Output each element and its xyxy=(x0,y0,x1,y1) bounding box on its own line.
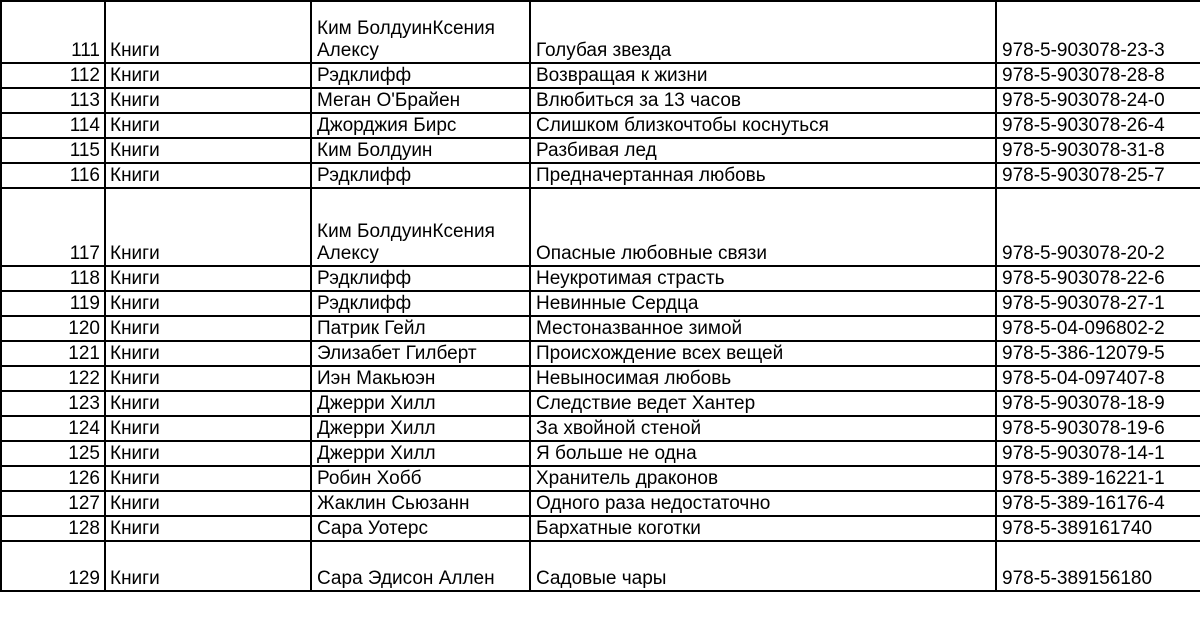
author-cell[interactable] xyxy=(311,1,530,63)
author-line: Рэдклифф xyxy=(317,165,412,186)
row-number-cell[interactable]: 127 xyxy=(1,491,105,516)
isbn-cell[interactable]: 978-5-903078-14-1 xyxy=(996,441,1200,466)
title-cell[interactable]: Возвращая к жизни xyxy=(530,63,996,88)
category-cell[interactable]: Книги xyxy=(105,366,311,391)
row-number-cell[interactable]: 116 xyxy=(1,163,105,188)
category-cell[interactable]: Книги xyxy=(105,291,311,316)
table-row xyxy=(1,113,1200,138)
author-line: Джерри Хилл xyxy=(317,418,436,439)
author-cell[interactable] xyxy=(311,466,530,491)
table-row xyxy=(1,63,1200,88)
author-cell[interactable] xyxy=(311,113,530,138)
title-cell[interactable]: Влюбиться за 13 часов xyxy=(530,88,996,113)
row-number-cell[interactable]: 129 xyxy=(1,541,105,591)
author-line: Иэн Макьюэн xyxy=(317,368,436,389)
author-line: Ким БолдуинКсения xyxy=(317,18,495,39)
table-row xyxy=(1,138,1200,163)
author-cell[interactable] xyxy=(311,416,530,441)
category-cell[interactable]: Книги xyxy=(105,1,311,63)
title-cell[interactable]: Происхождение всех вещей xyxy=(530,341,996,366)
isbn-cell[interactable]: 978-5-903078-18-9 xyxy=(996,391,1200,416)
author-line: Патрик Гейл xyxy=(317,318,426,339)
author-line: Робин Хобб xyxy=(317,468,422,489)
isbn-cell[interactable]: 978-5-903078-31-8 xyxy=(996,138,1200,163)
row-number-cell[interactable]: 117 xyxy=(1,188,105,266)
author-line: Меган О'Брайен xyxy=(317,90,461,111)
author-cell[interactable] xyxy=(311,516,530,541)
isbn-cell[interactable]: 978-5-04-096802-2 xyxy=(996,316,1200,341)
author-cell[interactable] xyxy=(311,163,530,188)
row-number-cell[interactable]: 128 xyxy=(1,516,105,541)
author-cell[interactable] xyxy=(311,188,530,266)
author-line: Рэдклифф xyxy=(317,293,412,314)
isbn-cell[interactable]: 978-5-903078-20-2 xyxy=(996,188,1200,266)
table-row xyxy=(1,341,1200,366)
author-cell[interactable] xyxy=(311,266,530,291)
title-cell[interactable]: Следствие ведет Хантер xyxy=(530,391,996,416)
author-cell[interactable] xyxy=(311,441,530,466)
table-row xyxy=(1,266,1200,291)
row-number-cell[interactable]: 118 xyxy=(1,266,105,291)
category-cell[interactable]: Книги xyxy=(105,341,311,366)
author-line: Элизабет Гилберт xyxy=(317,343,477,364)
table-row xyxy=(1,188,1200,266)
row-number-cell[interactable]: 115 xyxy=(1,138,105,163)
row-number-cell[interactable]: 113 xyxy=(1,88,105,113)
category-cell[interactable]: Книги xyxy=(105,391,311,416)
author-cell[interactable] xyxy=(311,316,530,341)
author-line: Алексу xyxy=(317,40,379,61)
category-cell[interactable]: Книги xyxy=(105,466,311,491)
author-line: Джерри Хилл xyxy=(317,393,436,414)
author-cell[interactable] xyxy=(311,366,530,391)
category-cell[interactable]: Книги xyxy=(105,113,311,138)
category-cell[interactable]: Книги xyxy=(105,88,311,113)
category-cell[interactable]: Книги xyxy=(105,441,311,466)
table-row xyxy=(1,366,1200,391)
category-cell[interactable]: Книги xyxy=(105,491,311,516)
table-row xyxy=(1,441,1200,466)
author-cell[interactable] xyxy=(311,541,530,591)
category-cell[interactable]: Книги xyxy=(105,516,311,541)
isbn-cell[interactable]: 978-5-903078-24-0 xyxy=(996,88,1200,113)
isbn-cell[interactable]: 978-5-903078-26-4 xyxy=(996,113,1200,138)
isbn-cell[interactable]: 978-5-903078-23-3 xyxy=(996,1,1200,63)
row-number-cell[interactable]: 125 xyxy=(1,441,105,466)
isbn-cell[interactable]: 978-5-389156180 xyxy=(996,541,1200,591)
title-cell[interactable]: Неукротимая страсть xyxy=(530,266,996,291)
author-cell[interactable] xyxy=(311,341,530,366)
author-line: Джорджия Бирс xyxy=(317,115,457,136)
author-line: Рэдклифф xyxy=(317,268,412,289)
row-number-cell[interactable]: 122 xyxy=(1,366,105,391)
author-line: Джерри Хилл xyxy=(317,443,436,464)
title-cell[interactable]: За хвойной стеной xyxy=(530,416,996,441)
table-row xyxy=(1,541,1200,591)
category-cell[interactable]: Книги xyxy=(105,541,311,591)
title-cell[interactable]: Голубая звезда xyxy=(530,1,996,63)
title-cell[interactable]: Слишком близкочтобы коснуться xyxy=(530,113,996,138)
row-number-cell[interactable]: 114 xyxy=(1,113,105,138)
author-cell[interactable] xyxy=(311,491,530,516)
title-cell[interactable]: Опасные любовные связи xyxy=(530,188,996,266)
author-line: Алексу xyxy=(317,243,379,264)
isbn-cell[interactable]: 978-5-389-16176-4 xyxy=(996,491,1200,516)
title-cell[interactable]: Я больше не одна xyxy=(530,441,996,466)
isbn-cell[interactable]: 978-5-903078-27-1 xyxy=(996,291,1200,316)
row-number-cell[interactable]: 124 xyxy=(1,416,105,441)
table-row xyxy=(1,416,1200,441)
table-row xyxy=(1,491,1200,516)
isbn-cell[interactable]: 978-5-04-097407-8 xyxy=(996,366,1200,391)
title-cell[interactable]: Предначертанная любовь xyxy=(530,163,996,188)
category-cell[interactable]: Книги xyxy=(105,266,311,291)
title-cell[interactable]: Одного раза недостаточно xyxy=(530,491,996,516)
row-number-cell[interactable]: 126 xyxy=(1,466,105,491)
category-cell[interactable]: Книги xyxy=(105,63,311,88)
title-cell[interactable]: Хранитель драконов xyxy=(530,466,996,491)
author-cell[interactable] xyxy=(311,63,530,88)
row-number-cell[interactable]: 119 xyxy=(1,291,105,316)
category-cell[interactable]: Книги xyxy=(105,163,311,188)
isbn-cell[interactable]: 978-5-386-12079-5 xyxy=(996,341,1200,366)
author-cell[interactable] xyxy=(311,138,530,163)
row-number-cell[interactable]: 120 xyxy=(1,316,105,341)
category-cell[interactable]: Книги xyxy=(105,316,311,341)
author-cell[interactable] xyxy=(311,291,530,316)
title-cell[interactable]: Разбивая лед xyxy=(530,138,996,163)
author-cell[interactable] xyxy=(311,88,530,113)
isbn-cell[interactable]: 978-5-903078-28-8 xyxy=(996,63,1200,88)
isbn-cell[interactable]: 978-5-903078-19-6 xyxy=(996,416,1200,441)
title-cell[interactable]: Местоназванное зимой xyxy=(530,316,996,341)
category-cell[interactable]: Книги xyxy=(105,138,311,163)
row-number-cell[interactable]: 111 xyxy=(1,1,105,63)
title-cell[interactable]: Невыносимая любовь xyxy=(530,366,996,391)
table-row xyxy=(1,391,1200,416)
table-row xyxy=(1,316,1200,341)
row-number-cell[interactable]: 121 xyxy=(1,341,105,366)
isbn-cell[interactable]: 978-5-903078-25-7 xyxy=(996,163,1200,188)
table-row xyxy=(1,163,1200,188)
row-number-cell[interactable]: 112 xyxy=(1,63,105,88)
author-line: Ким БолдуинКсения xyxy=(317,221,495,242)
author-cell[interactable] xyxy=(311,391,530,416)
title-cell[interactable]: Бархатные коготки xyxy=(530,516,996,541)
title-cell[interactable]: Садовые чары xyxy=(530,541,996,591)
table-row xyxy=(1,88,1200,113)
isbn-cell[interactable]: 978-5-389-16221-1 xyxy=(996,466,1200,491)
isbn-cell[interactable]: 978-5-903078-22-6 xyxy=(996,266,1200,291)
table-row xyxy=(1,291,1200,316)
author-line: Жаклин Сьюзанн xyxy=(317,493,470,514)
table-body xyxy=(1,1,1200,591)
table-row xyxy=(1,466,1200,491)
title-cell[interactable]: Невинные Сердца xyxy=(530,291,996,316)
row-number-cell[interactable]: 123 xyxy=(1,391,105,416)
author-line: Сара Уотерс xyxy=(317,518,428,539)
author-line: Ким Болдуин xyxy=(317,140,433,161)
category-cell[interactable]: Книги xyxy=(105,416,311,441)
author-line: Рэдклифф xyxy=(317,65,412,86)
table-row xyxy=(1,1,1200,63)
category-cell[interactable]: Книги xyxy=(105,188,311,266)
author-line: Сара Эдисон Аллен xyxy=(317,568,495,589)
isbn-cell[interactable]: 978-5-389161740 xyxy=(996,516,1200,541)
table-row xyxy=(1,516,1200,541)
